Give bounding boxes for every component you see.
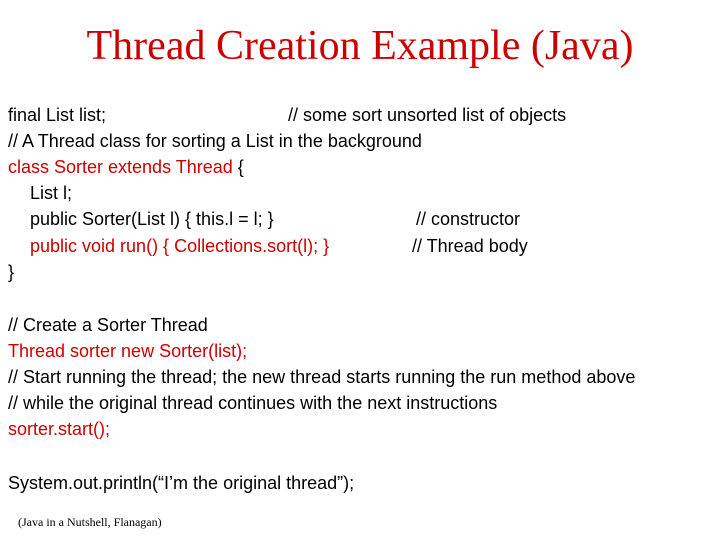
slide-title: Thread Creation Example (Java) (86, 23, 634, 69)
open-brace: { (237, 157, 244, 177)
code-line-println: System.out.println(“I’m the original thread”); (8, 473, 355, 493)
code-line-field: List l; (30, 183, 73, 203)
code-line-start: sorter.start(); (8, 419, 111, 439)
comment-thread-class: // A Thread class for sorting a List in the background (8, 131, 422, 151)
comment-start-running: // Start running the thread; the new thread starts running the run method above (8, 367, 636, 387)
comment-original-continues: // while the original thread continues with the next instructions (8, 393, 498, 413)
code-line-final-list: final List list; (8, 105, 107, 125)
code-line-new-sorter: Thread sorter new Sorter(list); (8, 341, 248, 361)
code-line-constructor: public Sorter(List l) { this.l = l; } (30, 209, 274, 229)
comment-thread-body: // Thread body (412, 236, 528, 256)
code-line-class-sorter (8, 156, 244, 178)
comment-create-thread: // Create a Sorter Thread (8, 315, 208, 335)
comment-unsorted-list: // some sort unsorted list of objects (288, 105, 567, 125)
citation: (Java in a Nutshell, Flanagan) (18, 515, 162, 529)
code-line-run-method: public void run() { Collections.sort(l); } (30, 236, 330, 256)
code-line-close-brace: } (8, 262, 15, 282)
comment-constructor: // constructor (416, 209, 521, 229)
class-declaration: class Sorter extends Thread (8, 157, 233, 177)
